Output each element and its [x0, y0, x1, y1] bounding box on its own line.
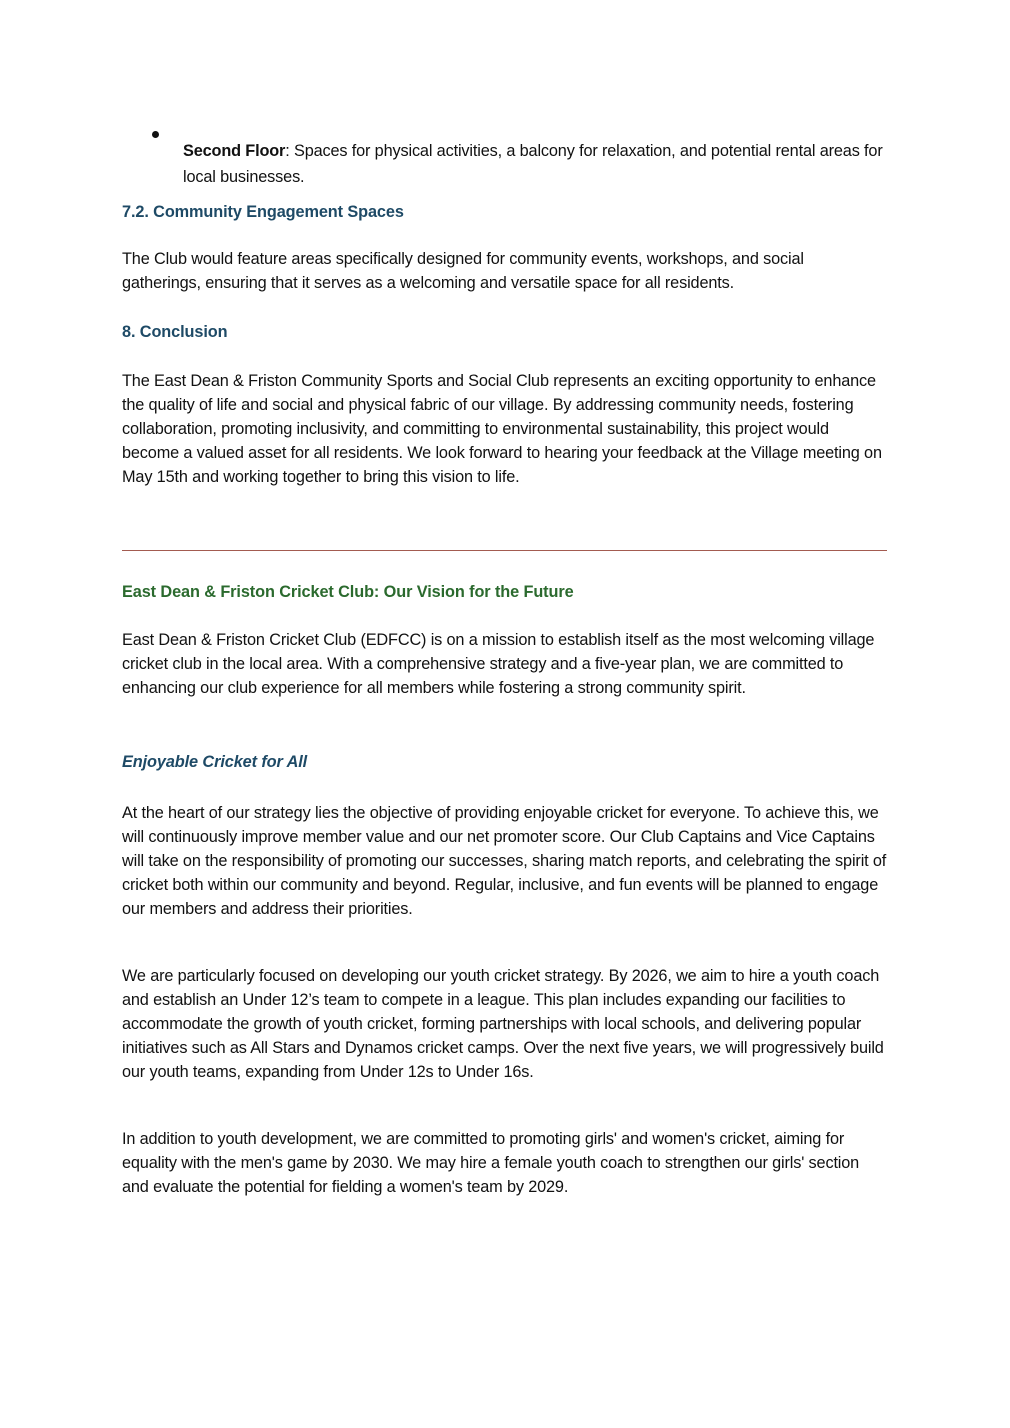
cricket-intro: East Dean & Friston Cricket Club (EDFCC) is on a mission to establish itself as the most welcoming village cricket club in the local area. With a comprehensive strategy and a five-year plan, we are committed to enhancing our club experience for all members while fostering a strong community spirit.	[122, 631, 875, 697]
cricket-paragraph: We are particularly focused on developing our youth cricket strategy. By 2026, we aim to hire a youth coach and establish an Under 12’s team to compete in a league. This plan includes expanding our facilities to accommodate the growth of youth cricket, forming partnerships with local schools, and delivering popular initiatives such as All Stars and Dynamos cricket camps. Over the next five years, we will progressively build our youth teams, expanding from Under 12s to Under 16s.	[122, 967, 884, 1081]
section-heading-8: 8. Conclusion	[122, 323, 228, 341]
bullet-label: Second Floor	[183, 142, 286, 161]
conclusion-body: The East Dean & Friston Community Sports and Social Club represents an exciting opportunity to enhance the quality of life and social and physical fabric of our village. By addressing community needs, fostering collaboration, promoting inclusivity, and committing to environmental sustainability, this project would become a valued asset for all residents. We look forward to hearing your feedback at the Village meeting on May 15th and working together to bring this vision to life.	[122, 372, 882, 486]
bullet-description: : Spaces for physical activities, a balcony for relaxation, and potential rental areas for local businesses.	[183, 142, 883, 187]
cricket-subheading: Enjoyable Cricket for All	[122, 753, 308, 771]
section-divider	[122, 550, 887, 551]
bullet-text	[183, 138, 887, 190]
cricket-paragraph: In addition to youth development, we are committed to promoting girls' and women's cricket, aiming for equality with the men's game by 2030. We may hire a female youth coach to strengthen our girls' section and evaluate the potential for fielding a women's team by 2029.	[122, 1130, 860, 1196]
section-heading-7-2: 7.2. Community Engagement Spaces	[122, 203, 404, 221]
cricket-club-title: East Dean & Friston Cricket Club: Our Vision for the Future	[122, 583, 574, 601]
cricket-paragraph: At the heart of our strategy lies the objective of providing enjoyable cricket for everyone. To achieve this, we will continuously improve member value and our net promoter score. Our Club Captains and Vice Captains will take on the responsibility of promoting our successes, sharing match reports, and celebrating the spirit of cricket both within our community and beyond. Regular, inclusive, and fun events will be planned to engage our members and address their priorities.	[122, 804, 887, 918]
bullet-icon	[152, 131, 159, 138]
section-7-2-body: The Club would feature areas specifically designed for community events, workshops, and social gatherings, ensuring that it serves as a welcoming and versatile space for all residents.	[122, 250, 804, 292]
